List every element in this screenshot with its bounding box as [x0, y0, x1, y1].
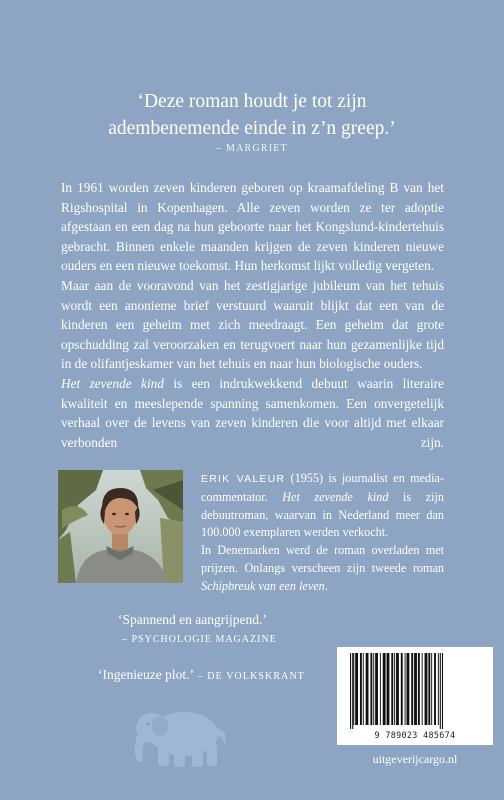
barcode [337, 647, 493, 745]
review-2-source: – DE VOLKSKRANT [193, 671, 305, 682]
blurb-paragraph-3 [61, 374, 444, 452]
author-photo [58, 470, 183, 583]
blurb-paragraph-1: In 1961 worden zeven kinderen geboren op kraamafdeling B van het Rigshospital in Kopenhagen. Alle zeven worden ze ter adoptie afgestaan en een dag na hun geboorte naar het Kongslund-kindertehuis gebracht. Binnen enkele maanden krijgen de zeven kinderen nieuwe ouders en een nieuwe toekomst. Hun herkomst lijkt volledig vergeten. [61, 180, 444, 274]
barcode-bar [418, 653, 420, 725]
author-bio-text-1: (1955) is journalist en media-commentator. [201, 471, 444, 504]
barcode-bar [422, 653, 423, 725]
author-portrait-image [58, 470, 183, 583]
barcode-bar [414, 653, 417, 725]
blurb-paragraph-2: Maar aan de vooravond van het zestigjarige jubileum van het tehuis wordt een anonieme brief verstuurd waaruit blijkt dat een van de kinderen een geheim met zich meedraagt. Een geheim dat grote opschudding zal veroorzaken en terugvoert naar hun gezamenlijke tijd in de olifantjeskamer van het tehuis en naar hun biologische ouders. [61, 277, 444, 372]
author-bio-text-4: . [324, 578, 328, 593]
barcode-bar [411, 653, 413, 725]
barcode-bars [337, 647, 493, 731]
barcode-bar [375, 653, 378, 725]
author-bio-text-2: is zijn debuutroman, waarvan in Nederland meer dan 100.000 exemplaren werden verkocht. [201, 489, 444, 540]
barcode-bar [360, 653, 362, 725]
review-1-source: – PSYCHOLOGIE MAGAZINE [122, 634, 277, 645]
author-name: ERIK VALEUR [201, 473, 286, 485]
barcode-bar [355, 653, 358, 725]
barcode-bar [366, 653, 369, 725]
barcode-guard-bar [440, 653, 441, 729]
barcode-guard-bar [442, 653, 443, 729]
author-bio [201, 470, 444, 596]
barcode-digits: 9 789023 485674 [374, 730, 456, 740]
review-1-text: ‘Spannend en aangrijpend.’ [118, 612, 267, 627]
barcode-bar [401, 653, 403, 725]
barcode-bar [438, 653, 439, 725]
author-bio-paragraph-1 [201, 470, 444, 542]
barcode-bar [394, 653, 395, 725]
barcode-guard-bar [350, 653, 351, 729]
cover-quote-line-1: ‘Deze roman houdt je tot zijn [137, 91, 367, 112]
review-2-text: ‘Ingenieuze plot.’ [98, 667, 194, 682]
elephant-icon-svg [118, 700, 238, 772]
book-blurb [61, 178, 444, 452]
barcode-bar [353, 653, 354, 725]
blurb-paragraph-3-text: is een indrukwekkend debuut waarin literaire kwaliteit en meeslepende spanning samenkomen. Een onvergetelijk verhaal over de levens van zeven kinderen die voor altijd met elkaar verbonden zijn. [61, 375, 445, 450]
author-bio-paragraph-2 [201, 542, 444, 595]
barcode-bar [370, 653, 372, 725]
barcode-bar [407, 653, 410, 725]
author-second-book-title: Schipbreuk van een leven [201, 578, 325, 593]
barcode-bar [434, 653, 436, 725]
barcode-bar [383, 653, 386, 725]
author-book-title: Het zevende kind [282, 489, 389, 504]
review-2 [98, 667, 305, 683]
barcode-bar [363, 653, 364, 725]
cover-quote-line-2: adembenemende einde in z’n greep.’ [108, 118, 396, 139]
barcode-bar [391, 653, 393, 725]
barcode-bar [428, 653, 430, 725]
publisher-url: uitgeverijcargo.nl [372, 752, 458, 766]
barcode-bar [373, 653, 374, 725]
barcode-bar [380, 653, 381, 725]
barcode-bar [431, 653, 432, 725]
barcode-bar [425, 653, 428, 725]
barcode-guard-bar [352, 653, 353, 729]
elephant-icon [118, 700, 238, 772]
cover-quote [0, 88, 504, 142]
cover-quote-source: – MARGRIET [216, 143, 288, 154]
blurb-book-title: Het zevende kind [61, 375, 164, 391]
barcode-bar [396, 653, 399, 725]
barcode-bar [387, 653, 390, 725]
barcode-bar [405, 653, 406, 725]
author-bio-text-3: In Denemarken werd de roman overladen met prijzen. Onlangs verscheen zijn tweede roman [201, 543, 444, 575]
